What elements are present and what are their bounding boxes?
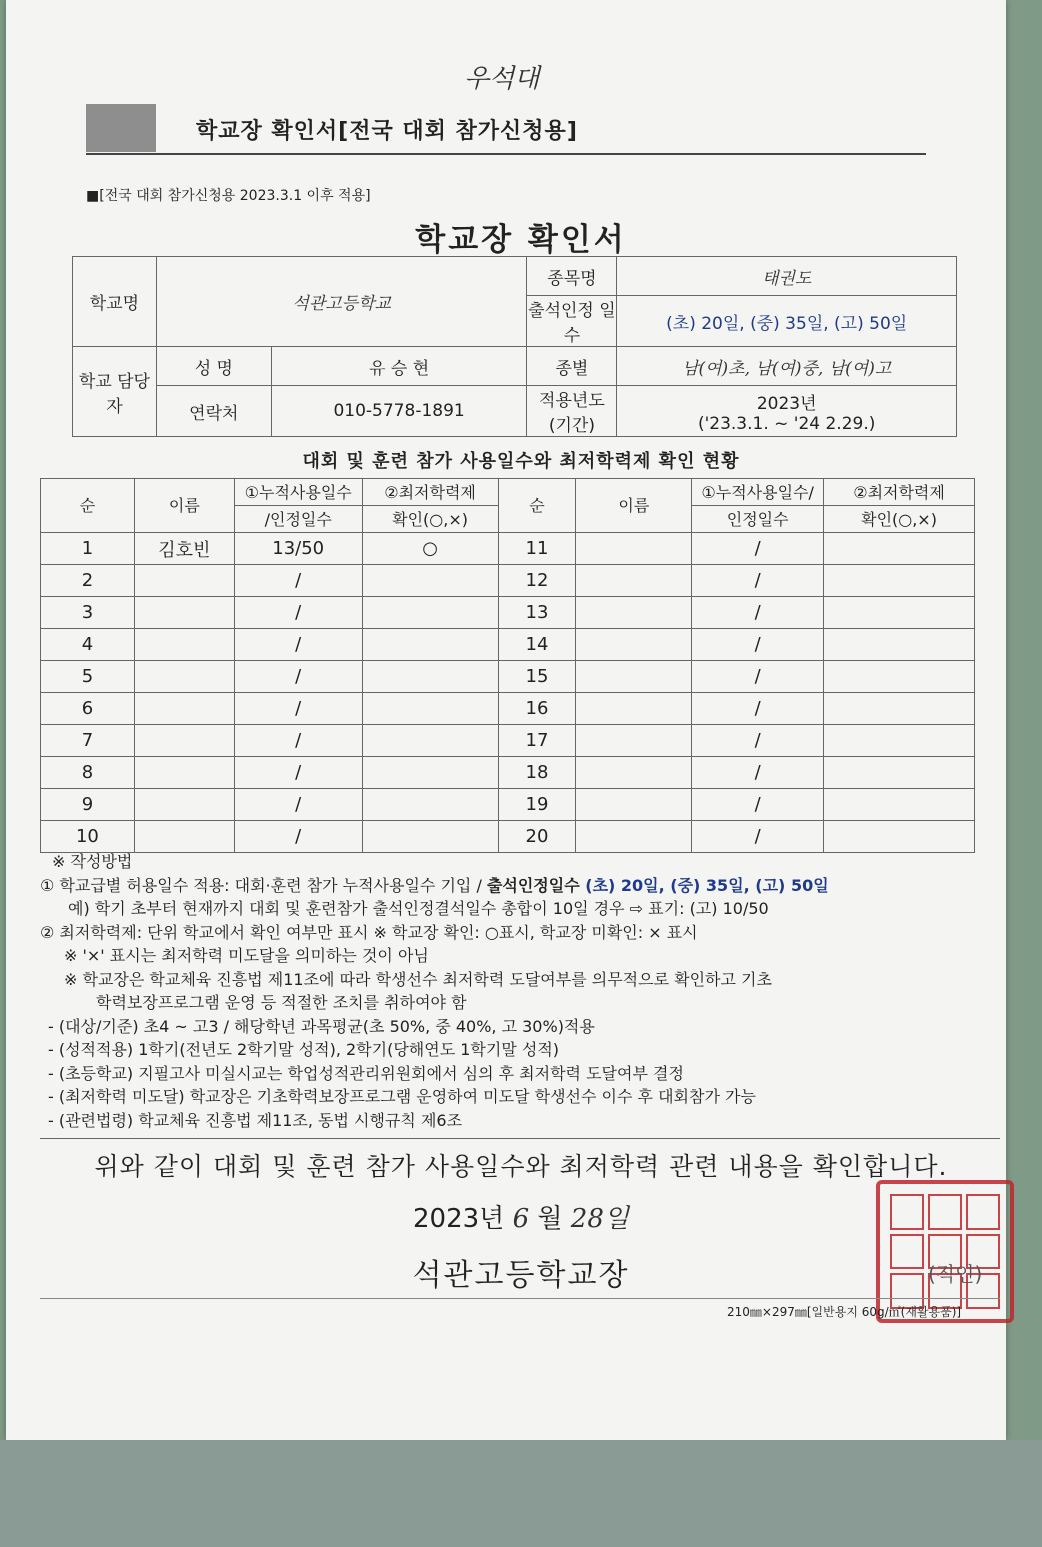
- cell-check2: [824, 565, 975, 597]
- cell-no: 9: [41, 789, 135, 821]
- cell-check2: [824, 661, 975, 693]
- cell-check: [362, 597, 498, 629]
- cell-days2: /: [692, 821, 824, 853]
- cell-name2: [576, 533, 692, 565]
- header-divider: [86, 153, 926, 155]
- gender-label: 종별: [527, 347, 617, 386]
- table-row: [41, 725, 975, 757]
- col-days-2: /인정일수: [234, 506, 362, 533]
- cell-name: [134, 629, 234, 661]
- cell-days: /: [234, 821, 362, 853]
- cell-no2: 11: [498, 533, 576, 565]
- name-value: 유 승 현: [271, 347, 527, 386]
- col-check-2: 확인(○,×): [362, 506, 498, 533]
- cell-name2: [576, 789, 692, 821]
- cell-days2: /: [692, 565, 824, 597]
- table-body: [41, 533, 975, 853]
- principal-name: 석관고등학교장: [412, 1258, 630, 1293]
- paper-spec: 210㎜×297㎜[일반용지 60g/㎡(재활용품)]: [727, 1305, 962, 1319]
- cell-days2: /: [692, 693, 824, 725]
- handwritten-note: 우석대: [464, 64, 540, 94]
- detail-3: - (초등학교) 지필고사 미실시교는 학업성적관리위원회에서 심의 후 최저학력 도달여부 결정: [48, 1063, 684, 1083]
- note-2: ② 최저학력제: 단위 학교에서 확인 여부만 표시 ※ 학교장 확인: ○표시, 학교장 미확인: × 표시: [40, 922, 698, 942]
- col-no: 순: [41, 479, 135, 533]
- note-1-example: 예) 학기 초부터 현재까지 대회 및 훈련참가 출석인정결석일수 총합이 10일 경우 ⇨ 표기: (고) 10/50: [68, 899, 769, 918]
- cell-days: /: [234, 629, 362, 661]
- cell-name: [134, 757, 234, 789]
- cell-no2: 12: [498, 565, 576, 597]
- cell-check: [362, 757, 498, 789]
- cell-check2: [824, 725, 975, 757]
- cell-check: [362, 693, 498, 725]
- cell-name2: [576, 693, 692, 725]
- attendance-value: (초) 20일, (중) 35일, (고) 50일: [617, 296, 957, 347]
- col-check-right-2: 확인(○,×): [824, 506, 975, 533]
- event-value: 태권도: [617, 257, 957, 296]
- note-2a: ※ '×' 표시는 최저학력 미도달을 의미하는 것이 아님: [64, 946, 429, 965]
- cell-name2: [576, 725, 692, 757]
- school-label: 학교명: [73, 257, 157, 347]
- note-1: [40, 874, 1000, 898]
- cell-days: /: [234, 757, 362, 789]
- cell-days: /: [234, 789, 362, 821]
- notes: [40, 850, 1000, 1132]
- date-year: 2023년: [413, 1204, 505, 1234]
- note-1-text: ① 학교급별 허용일수 적용: 대회·훈련 참가 누적사용일수 기입 /: [40, 875, 487, 895]
- bottom-line: [40, 1298, 1000, 1299]
- name-label: 성 명: [156, 347, 271, 386]
- table-row: [41, 757, 975, 789]
- cell-no2: 18: [498, 757, 576, 789]
- table-row: [41, 821, 975, 853]
- header-title: 학교장 확인서[전국 대회 참가신청용]: [196, 119, 578, 144]
- col-name: 이름: [134, 479, 234, 533]
- cell-days2: /: [692, 661, 824, 693]
- table-row: [41, 661, 975, 693]
- note-1-blue: (초) 20일, (중) 35일, (고) 50일: [585, 875, 829, 895]
- cell-no2: 19: [498, 789, 576, 821]
- cell-days2: /: [692, 789, 824, 821]
- cell-check: ○: [362, 533, 498, 565]
- table-row: [41, 789, 975, 821]
- cell-days: /: [234, 725, 362, 757]
- cell-no: 5: [41, 661, 135, 693]
- info-table: [72, 256, 957, 437]
- col-days-right-2: 인정일수: [692, 506, 824, 533]
- cell-no2: 20: [498, 821, 576, 853]
- cell-name: [134, 693, 234, 725]
- cell-name2: [576, 629, 692, 661]
- cell-check2: [824, 597, 975, 629]
- contact-value: 010-5778-1891: [271, 386, 527, 437]
- cell-check: [362, 821, 498, 853]
- col-days-right-1: ①누적사용일수/: [692, 479, 824, 506]
- cell-no: 6: [41, 693, 135, 725]
- cell-check: [362, 629, 498, 661]
- cell-name: 김호빈: [134, 533, 234, 565]
- cell-name2: [576, 757, 692, 789]
- col-check-right-1: ②최저학력제: [824, 479, 975, 506]
- cell-check2: [824, 693, 975, 725]
- event-label: 종목명: [527, 257, 617, 296]
- cell-name: [134, 725, 234, 757]
- cell-check2: [824, 821, 975, 853]
- section-title: 대회 및 훈련 참가 사용일수와 최저학력제 확인 현황: [302, 451, 740, 472]
- year-cell: [617, 386, 957, 437]
- cell-no: 2: [41, 565, 135, 597]
- cell-check: [362, 661, 498, 693]
- notes-heading: ※ 작성방법: [52, 852, 133, 871]
- cell-days: /: [234, 661, 362, 693]
- note-2b2: 학력보장프로그램 운영 등 적절한 조치를 취하여야 함: [96, 993, 467, 1012]
- header-gray-box: [86, 104, 156, 152]
- date-day: 28일: [570, 1204, 629, 1234]
- cell-days2: /: [692, 533, 824, 565]
- cell-check: [362, 565, 498, 597]
- cell-days: /: [234, 693, 362, 725]
- year-label: 적용년도 (기간): [527, 386, 617, 437]
- participation-table: [40, 478, 975, 853]
- period-value: ('23.3.1. ~ '24 2.29.): [697, 413, 876, 434]
- cell-no: 1: [41, 533, 135, 565]
- cell-days: /: [234, 565, 362, 597]
- school-value: 석관고등학교: [156, 257, 527, 347]
- cell-no: 4: [41, 629, 135, 661]
- cell-name2: [576, 661, 692, 693]
- cell-check2: [824, 533, 975, 565]
- cell-check: [362, 789, 498, 821]
- cell-no: 3: [41, 597, 135, 629]
- cell-check2: [824, 789, 975, 821]
- detail-2: - (성적적용) 1학기(전년도 2학기말 성적), 2학기(당해연도 1학기말 성적): [48, 1040, 560, 1059]
- cell-no: 7: [41, 725, 135, 757]
- apply-note: ■[전국 대회 참가신청용 2023.3.1 이후 적용]: [86, 188, 371, 204]
- table-row: [41, 597, 975, 629]
- date-month-label: 월: [537, 1204, 563, 1234]
- cell-name2: [576, 565, 692, 597]
- cell-days: /: [234, 597, 362, 629]
- cell-name: [134, 661, 234, 693]
- cell-no2: 14: [498, 629, 576, 661]
- col-name-right: 이름: [576, 479, 692, 533]
- cell-days2: /: [692, 597, 824, 629]
- cell-name: [134, 789, 234, 821]
- cell-name2: [576, 597, 692, 629]
- cell-name: [134, 821, 234, 853]
- detail-4: - (최저학력 미도달) 학교장은 기초학력보장프로그램 운영하여 미도달 학생선수 이수 후 대회참가 가능: [48, 1087, 756, 1106]
- col-check-1: ②최저학력제: [362, 479, 498, 506]
- table-row: [41, 565, 975, 597]
- cell-days2: /: [692, 725, 824, 757]
- table-row: [41, 629, 975, 661]
- year-value: 2023년: [756, 393, 817, 414]
- seal-label: (직인): [928, 1262, 983, 1286]
- col-no-right: 순: [498, 479, 576, 533]
- cell-check2: [824, 629, 975, 661]
- cell-no2: 13: [498, 597, 576, 629]
- detail-1: - (대상/기준) 초4 ~ 고3 / 해당학년 과목평균(초 50%, 중 40%, 고 30%)적용: [48, 1016, 595, 1036]
- gender-value: 남(여)초, 남(여)중, 남(여)고: [617, 347, 957, 386]
- cell-name2: [576, 821, 692, 853]
- date-month: 6: [512, 1204, 530, 1234]
- attendance-label: 출석인정 일수: [527, 296, 617, 347]
- cell-name: [134, 597, 234, 629]
- separator-line: [40, 1138, 1000, 1139]
- table-row: [41, 533, 975, 565]
- cell-name: [134, 565, 234, 597]
- cell-days: 13/50: [234, 533, 362, 565]
- main-title: 학교장 확인서: [415, 222, 627, 258]
- table-row: [41, 693, 975, 725]
- manager-label: 학교 담당자: [73, 347, 157, 437]
- cell-check: [362, 725, 498, 757]
- cell-check2: [824, 757, 975, 789]
- note-2b1: ※ 학교장은 학교체육 진흥법 제11조에 따라 학생선수 최저학력 도달여부를 의무적으로 확인하고 기초: [64, 969, 772, 989]
- confirm-statement: 위와 같이 대회 및 훈련 참가 사용일수와 최저학력 관련 내용을 확인합니다.: [94, 1152, 948, 1181]
- cell-no: 8: [41, 757, 135, 789]
- cell-no2: 17: [498, 725, 576, 757]
- background-surface: [0, 1440, 1042, 1547]
- note-1-bold: 출석인정일수: [486, 875, 586, 895]
- contact-label: 연락처: [156, 386, 271, 437]
- cell-no2: 15: [498, 661, 576, 693]
- cell-days2: /: [692, 757, 824, 789]
- detail-5: - (관련법령) 학교체육 진흥법 제11조, 동법 시행규칙 제6조: [48, 1110, 463, 1130]
- cell-no2: 16: [498, 693, 576, 725]
- cell-days2: /: [692, 629, 824, 661]
- official-seal-icon: [876, 1180, 1014, 1323]
- col-days-1: ①누적사용일수: [234, 479, 362, 506]
- cell-no: 10: [41, 821, 135, 853]
